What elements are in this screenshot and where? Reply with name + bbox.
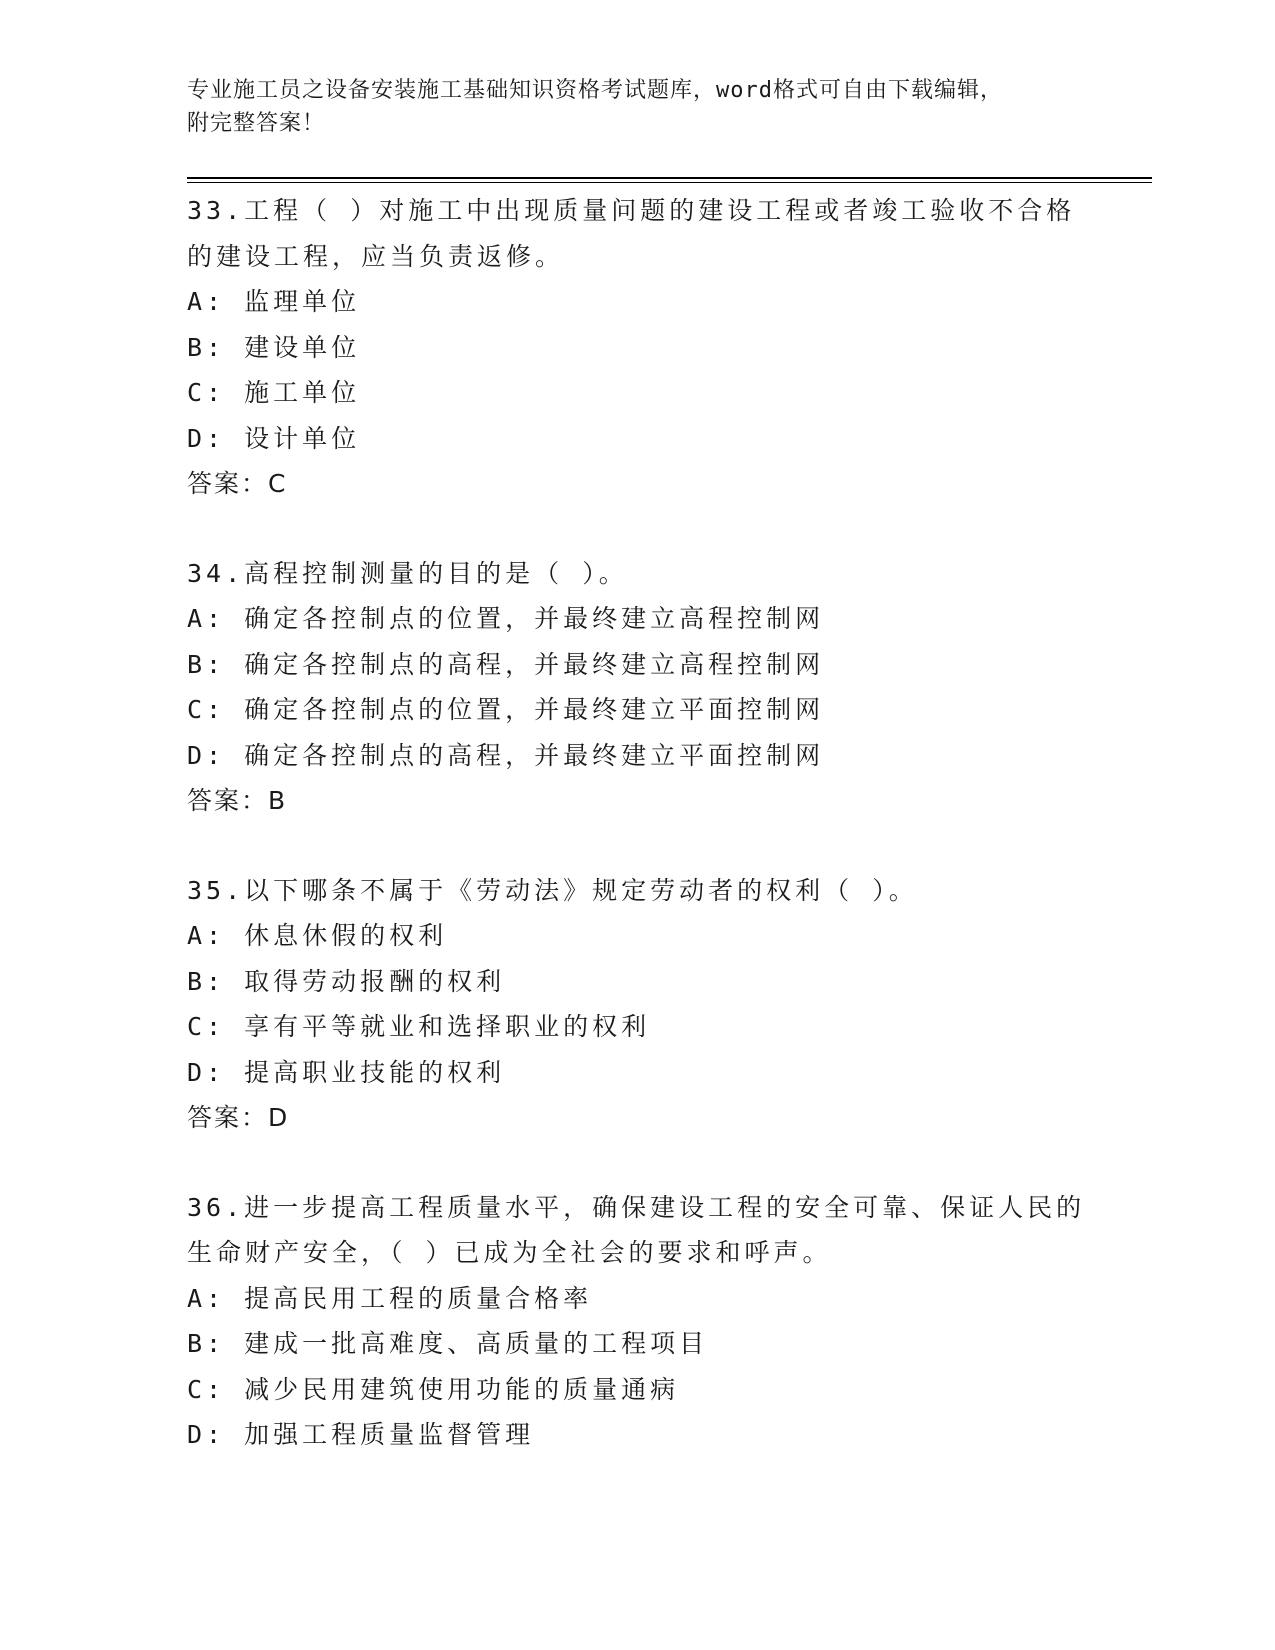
header-divider-thick	[187, 177, 1152, 179]
option-d: D: 确定各控制点的高程，并最终建立平面控制网	[187, 740, 825, 770]
document-header	[187, 74, 1067, 140]
option-a: A: 提高民用工程的质量合格率	[187, 1283, 593, 1313]
option-b: B: 建设单位	[187, 332, 361, 362]
question-34	[187, 551, 1087, 824]
option-c: C: 确定各控制点的位置，并最终建立平面控制网	[187, 695, 825, 724]
option-d: D: 设计单位	[187, 423, 361, 453]
question-list	[187, 188, 1087, 1502]
option-b: B: 取得劳动报酬的权利	[187, 966, 506, 996]
question-stem-continued: 的建设工程，应当负责返修。	[187, 241, 565, 271]
answer-line: 答案：B	[187, 786, 288, 815]
question-stem: 36.进一步提高工程质量水平，确保建设工程的安全可靠、保证人民的	[187, 1192, 1086, 1222]
question-36	[187, 1185, 1087, 1458]
header-line-1: 专业施工员之设备安装施工基础知识资格考试题库，word格式可自由下载编辑，	[187, 78, 1003, 103]
option-b: B: 确定各控制点的高程，并最终建立高程控制网	[187, 649, 825, 679]
option-a: A: 休息休假的权利	[187, 921, 448, 950]
answer-line: 答案：C	[187, 469, 288, 498]
question-33	[187, 188, 1087, 507]
question-35	[187, 868, 1087, 1141]
header-line-2: 附完整答案！	[187, 111, 326, 136]
question-stem: 34.高程控制测量的目的是（ ）。	[187, 558, 628, 588]
question-stem: 35.以下哪条不属于《劳动法》规定劳动者的权利（ ）。	[187, 875, 918, 905]
question-stem-continued: 生命财产安全，（ ）已成为全社会的要求和呼声。	[187, 1238, 832, 1267]
option-a: A: 确定各控制点的位置，并最终建立高程控制网	[187, 604, 825, 633]
option-c: C: 施工单位	[187, 378, 361, 407]
answer-line: 答案：D	[187, 1103, 290, 1132]
header-divider-thin	[187, 182, 1152, 183]
option-d: D: 提高职业技能的权利	[187, 1057, 506, 1087]
option-a: A: 监理单位	[187, 287, 361, 316]
question-stem: 33.工程（ ）对施工中出现质量问题的建设工程或者竣工验收不合格	[187, 196, 1076, 225]
option-c: C: 享有平等就业和选择职业的权利	[187, 1012, 651, 1041]
option-b: B: 建成一批高难度、高质量的工程项目	[187, 1329, 709, 1358]
option-d: D: 加强工程质量监督管理	[187, 1420, 535, 1449]
option-c: C: 减少民用建筑使用功能的质量通病	[187, 1374, 680, 1404]
